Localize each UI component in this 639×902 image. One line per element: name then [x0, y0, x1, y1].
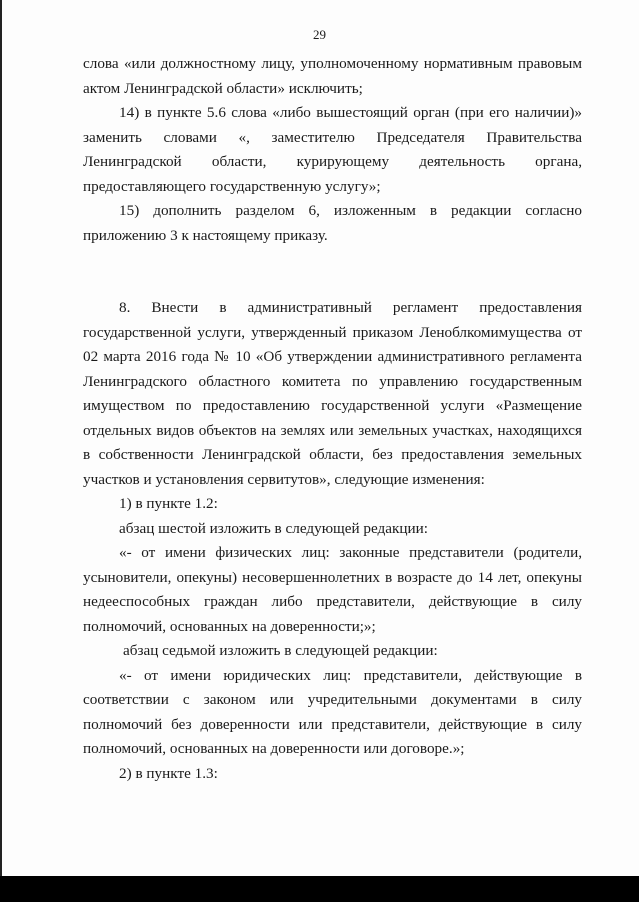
paragraph-quote-physical: «- от имени физических лиц: законные представители (родители, усыновители, опекуны) несовершеннолетних в возрасте до 14 лет, опекуны недееспособных граждан либо представители, действующие в силу полномочий, основанных на доверенности;»;	[83, 544, 582, 635]
scan-bottom-bar	[0, 876, 639, 902]
scan-left-edge	[0, 0, 2, 878]
paragraph-item-2: 2) в пункте 1.3:	[119, 764, 218, 782]
paragraph-gap	[83, 272, 582, 296]
paragraph-continuation: слова «или должностному лицу, уполномоченному нормативным правовым актом Ленинградской области» исключить;	[83, 55, 582, 97]
document-body	[83, 52, 582, 786]
paragraph-abzac-6: абзац шестой изложить в следующей редакции:	[119, 519, 428, 537]
page-number: 29	[313, 27, 326, 42]
paragraph-item-1: 1) в пункте 1.2:	[119, 495, 218, 512]
paragraph-item-15: 15) дополнить разделом 6, изложенным в редакции согласно приложению 3 к настоящему приказу.	[83, 202, 582, 244]
paragraph-abzac-7: абзац седьмой изложить в следующей редакции:	[123, 642, 438, 659]
paragraph-gap	[83, 248, 582, 272]
paragraph-quote-legal: «- от имени юридических лиц: представители, действующие в соответствии с законом или учредительными документами в силу полномочий без доверенности или представители, действующие в силу полномочий, основанных на доверенности или договоре.»;	[83, 666, 582, 757]
paragraph-item-14: 14) в пункте 5.6 слова «либо вышестоящий орган (при его наличии)» заменить словами «, заместителю Председателя Правительства Ленинградской области, курирующему деятельность органа, предоставляющего государственную услугу»;	[83, 104, 582, 195]
paragraph-section-8: 8. Внести в административный регламент предоставления государственной услуги, утвержденный приказом Леноблкомимущества от 02 марта 2016 года № 10 «Об утверждении административного регламента Ленинградского областного комитета по управлению государственным имуществом по предоставлению государственной услуги «Размещение отдельных видов объектов на землях или земельных участках, находящихся в собственности Ленинградской области, без предоставления земельных участков и установления сервитутов», следующие изменения:	[83, 299, 582, 488]
